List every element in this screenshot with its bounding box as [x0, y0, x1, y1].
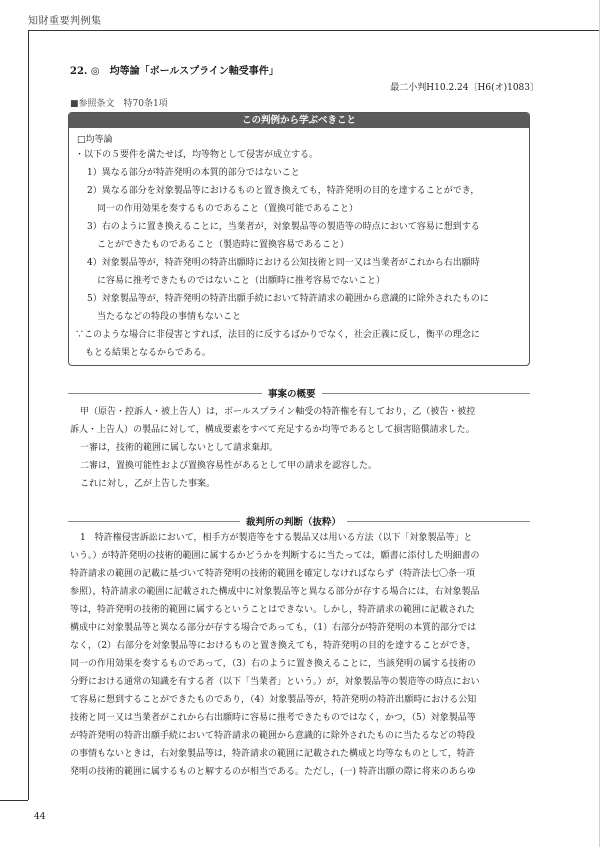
lesson-line: 同一の作用効果を奏するものであること（置換可能であること）	[97, 204, 359, 214]
lesson-line: ・以下の５要件を満たせば，均等物として侵害が成立する。	[75, 150, 319, 160]
reference-articles: ■参照条文 特70条1項	[70, 99, 168, 109]
overview-line: 二審は，置換可能性および置換容易性があるとして甲の請求を認容した。	[80, 461, 378, 471]
lesson-subheading: □均等論	[77, 135, 113, 145]
lesson-line: に容易に推考できたものではないこと（出願時に推考容易でないこと）	[97, 276, 386, 286]
judgment-line: 発明の技術的範囲に属するものと解するのが相当である。ただし，(一) 特許出願の際に将来のあらゆ	[70, 767, 476, 777]
lesson-line: 4）対象製品等が，特許発明の特許出願時における公知技術と同一又は当業者がこれから右出願時	[87, 258, 480, 268]
lesson-box	[68, 112, 530, 366]
case-citation: 最二小判H10.2.24〔H6(オ)1083〕	[390, 83, 539, 93]
overview-line: 訴人・上告人）の製品に対して，構成要素をすべて充足するか均等であるとして損害賠償請求した。	[70, 425, 475, 435]
judgment-line: が特許発明の特許出願手続において特許請求の範囲から意識的に除外されたものに当たるなどの特段	[70, 731, 476, 741]
lesson-line: 1）異なる部分が特許発明の本質的部分ではないこと	[87, 168, 300, 178]
judgment-line: いう。）が特許発明の技術的範囲に属するかどうかを判断するに当たっては，願書に添付した明細書の	[70, 551, 480, 561]
header-rule	[28, 30, 599, 31]
judgment-title: 裁判所の判断（抜粋）	[240, 514, 347, 528]
margin-rule	[28, 30, 29, 800]
judgment-line: 特許請求の範囲の記載に基づいて特許発明の技術的範囲を確定しなければならず（特許法七〇条一項	[70, 569, 476, 579]
lesson-line: 5）対象製品等が，特許発明の特許出願手続において特許請求の範囲から意識的に除外されたものに	[87, 294, 489, 304]
judgment-line: 分野における通常の知識を有する者（以下「当業者」という。）が，対象製品等の製造等の時点におい	[70, 677, 480, 687]
judgment-line: なく，（2）右部分を対象製品等におけるものと置き換えても，特許発明の目的を達することができ，	[70, 641, 476, 651]
judgment-line: 構成中に対象製品等と異なる部分が存する場合であっても，（1）右部分が特許発明の本質的部分では	[70, 623, 477, 633]
overview-line: 甲（原告・控訴人・被上告人）は，ボールスプライン軸受の特許権を有しており，乙（被告・被控	[80, 407, 476, 417]
page-number: 44	[34, 812, 46, 822]
lesson-line: 3）右のように置き換えることに，当業者が，対象製品等の製造等の時点において容易に想到する	[87, 222, 480, 232]
overview-line: これに対し，乙が上告した事案。	[80, 479, 216, 489]
lesson-line: 2）異なる部分を対象製品等におけるものと置き換えても，特許発明の目的を達することができ，	[87, 186, 480, 196]
lesson-line: ∵このような場合に非侵害とすれば，法目的に反するばかりでなく，社会正義に反し，衡平の理念に	[75, 330, 480, 340]
lesson-line: もとる結果となるからである。	[85, 348, 211, 358]
judgment-line: 同一の作用効果を奏するものであって，（3）右のように置き換えることに，当該発明の属する技術の	[70, 659, 476, 669]
judgment-line: 等は，特許発明の技術的範囲に属するということはできない。しかし，特許請求の範囲に記載された	[70, 605, 476, 615]
judgment-line: 参照），特許請求の範囲に記載された構成中に対象製品等と異なる部分が存する場合には，右対象製品	[70, 587, 480, 597]
lesson-line: 当たるなどの特段の事情もないこと	[97, 312, 242, 322]
overview-line: 一審は，技術的範囲に属しないとして請求棄却。	[80, 443, 279, 453]
lesson-line: ことができたものであること（製造時に置換容易であること）	[97, 240, 350, 250]
judgment-line: て容易に想到することができたものであり，（4）対象製品等が，特許発明の特許出願時における公知	[70, 695, 477, 705]
running-header: 知財重要判例集	[28, 16, 102, 27]
footer-rule	[0, 800, 28, 801]
overview-title: 事案の概要	[262, 386, 322, 400]
judgment-line: の事情もないときは，右対象製品等は，特許請求の範囲に記載された構成と均等なものとして，特許	[70, 749, 475, 759]
judgment-line: 1 特許権侵害訴訟において，相手方が製造等をする製品又は用いる方法（以下「対象製品等」と	[80, 533, 473, 543]
case-title: 22. ◎ 均等論「ボールスプライン軸受事件」	[70, 66, 279, 77]
judgment-line: 技術と同一又は当業者がこれから右出願時に容易に推考できたものではなく，かつ，（5）対象製品等	[70, 713, 476, 723]
lesson-heading: この判例から学ぶべきこと	[69, 113, 529, 128]
